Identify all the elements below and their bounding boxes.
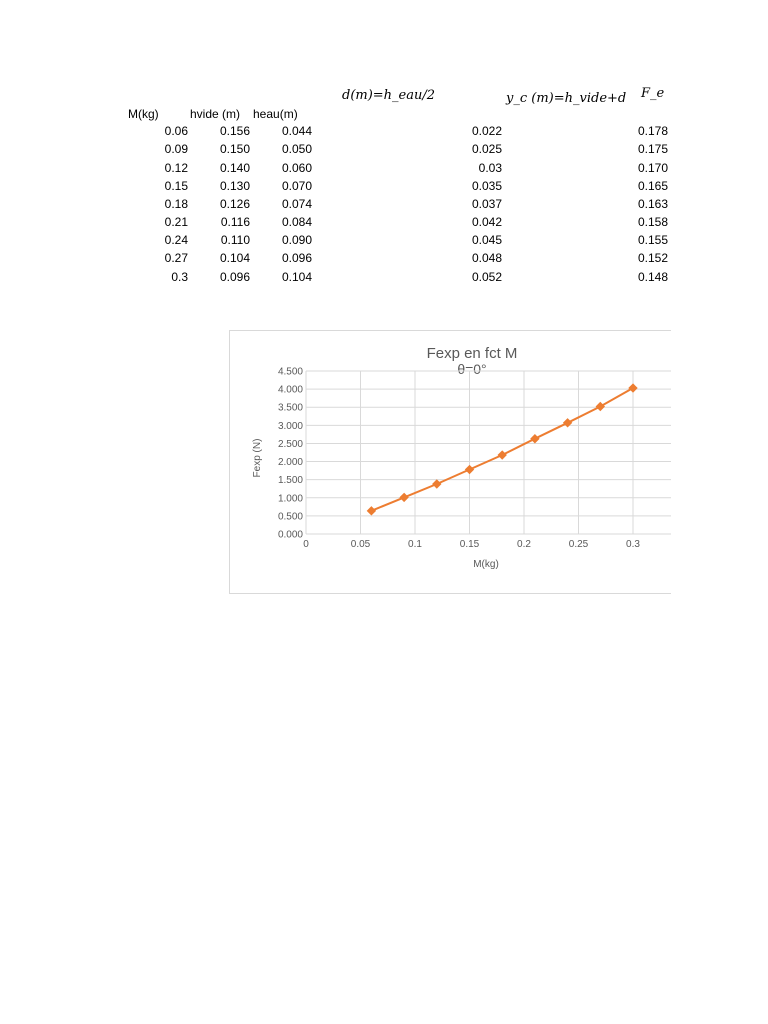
cell-hvide: 0.096 <box>219 270 250 284</box>
cell-d: 0.048 <box>471 251 502 265</box>
x-tick-label: 0 <box>303 539 309 550</box>
cell-heau: 0.084 <box>281 215 312 229</box>
y-tick-label: 1.000 <box>277 493 303 505</box>
cell-mass: 0.06 <box>164 124 188 138</box>
cell-d: 0.045 <box>471 233 502 247</box>
y-tick-label: 4.500 <box>277 366 303 378</box>
plot-area <box>367 384 637 515</box>
header-hvide: hvide (m) <box>190 107 241 121</box>
x-tick-label: 0.2 <box>517 539 531 550</box>
cell-heau: 0.096 <box>281 251 312 265</box>
y-tick-label: 1.500 <box>277 475 303 487</box>
cell-heau: 0.044 <box>281 124 312 138</box>
cell-hvide: 0.130 <box>219 179 250 193</box>
cell-mass: 0.18 <box>164 197 188 211</box>
x-axis-ticks <box>303 539 640 550</box>
cell-hvide: 0.140 <box>219 161 250 175</box>
cell-mass: 0.21 <box>164 215 188 229</box>
cell-d: 0.052 <box>471 270 502 284</box>
cell-mass: 0.24 <box>164 233 188 247</box>
cell-heau: 0.104 <box>281 270 312 284</box>
x-tick-label: 0.15 <box>459 539 480 550</box>
cell-heau: 0.050 <box>281 142 312 156</box>
data-point <box>367 507 375 515</box>
cell-fe: 0.175 <box>637 142 668 156</box>
cell-d: 0.03 <box>478 161 502 175</box>
cell-mass: 0.3 <box>171 270 188 284</box>
header-mass: M(kg) <box>128 107 159 121</box>
cell-d: 0.037 <box>471 197 502 211</box>
cell-hvide: 0.110 <box>220 233 250 247</box>
data-point <box>498 451 506 459</box>
y-tick-label: 4.000 <box>277 384 303 396</box>
formula-yc-header: y_c (m)=h_vide+d <box>506 91 627 106</box>
cell-hvide: 0.156 <box>219 124 250 138</box>
cell-mass: 0.27 <box>164 251 188 265</box>
cell-fe: 0.163 <box>637 197 668 211</box>
cell-fe: 0.158 <box>637 215 668 229</box>
x-tick-label: 0.05 <box>350 539 371 550</box>
chart-grid <box>306 371 671 534</box>
cell-fe: 0.148 <box>637 270 668 284</box>
cell-d: 0.042 <box>471 215 502 229</box>
formula-d-header: d(m)=h_eau/2 <box>342 88 436 103</box>
y-tick-label: 3.000 <box>277 420 303 432</box>
cell-d: 0.022 <box>471 124 502 138</box>
x-tick-label: 0.1 <box>408 539 422 550</box>
cell-d: 0.025 <box>471 142 502 156</box>
chart-svg <box>230 331 671 593</box>
x-axis-label: M(kg) <box>473 559 499 570</box>
cell-hvide: 0.126 <box>219 197 250 211</box>
cell-fe: 0.178 <box>637 124 668 138</box>
y-tick-label: 3.500 <box>277 402 303 414</box>
x-tick-label: 0.25 <box>568 539 589 550</box>
cell-fe: 0.165 <box>637 179 668 193</box>
y-axis-label: Fexp (N) <box>252 438 263 478</box>
cell-fe: 0.170 <box>637 161 668 175</box>
cell-mass: 0.12 <box>164 161 188 175</box>
y-tick-label: 0.500 <box>277 511 303 523</box>
data-point <box>400 493 408 501</box>
header-heau: heau(m) <box>253 107 298 121</box>
cell-fe: 0.152 <box>637 251 668 265</box>
data-point <box>531 435 539 443</box>
cell-heau: 0.060 <box>281 161 312 175</box>
cell-mass: 0.15 <box>164 179 188 193</box>
cell-hvide: 0.150 <box>219 142 250 156</box>
cell-heau: 0.090 <box>281 233 312 247</box>
y-tick-label: 2.500 <box>277 438 303 450</box>
y-axis-ticks <box>278 367 303 541</box>
y-tick-label: 2.000 <box>277 457 303 469</box>
data-point <box>596 402 604 410</box>
y-tick-label: 0.000 <box>277 529 303 541</box>
cell-hvide: 0.104 <box>219 251 250 265</box>
cell-fe: 0.155 <box>637 233 668 247</box>
data-point <box>629 384 637 392</box>
data-point <box>433 480 441 488</box>
cell-mass: 0.09 <box>164 142 188 156</box>
chart-title: Fexp en fct M <box>426 345 518 362</box>
x-tick-label: 0.3 <box>626 539 640 550</box>
cell-d: 0.035 <box>471 179 502 193</box>
chart-subtitle: θ=0° <box>457 361 487 377</box>
series-line <box>371 388 633 511</box>
data-point <box>466 466 474 474</box>
cell-hvide: 0.116 <box>220 215 250 229</box>
formula-fe-header: F_e <box>641 86 665 101</box>
cell-heau: 0.070 <box>281 179 312 193</box>
chart-container[interactable] <box>229 330 671 594</box>
cell-heau: 0.074 <box>281 197 312 211</box>
